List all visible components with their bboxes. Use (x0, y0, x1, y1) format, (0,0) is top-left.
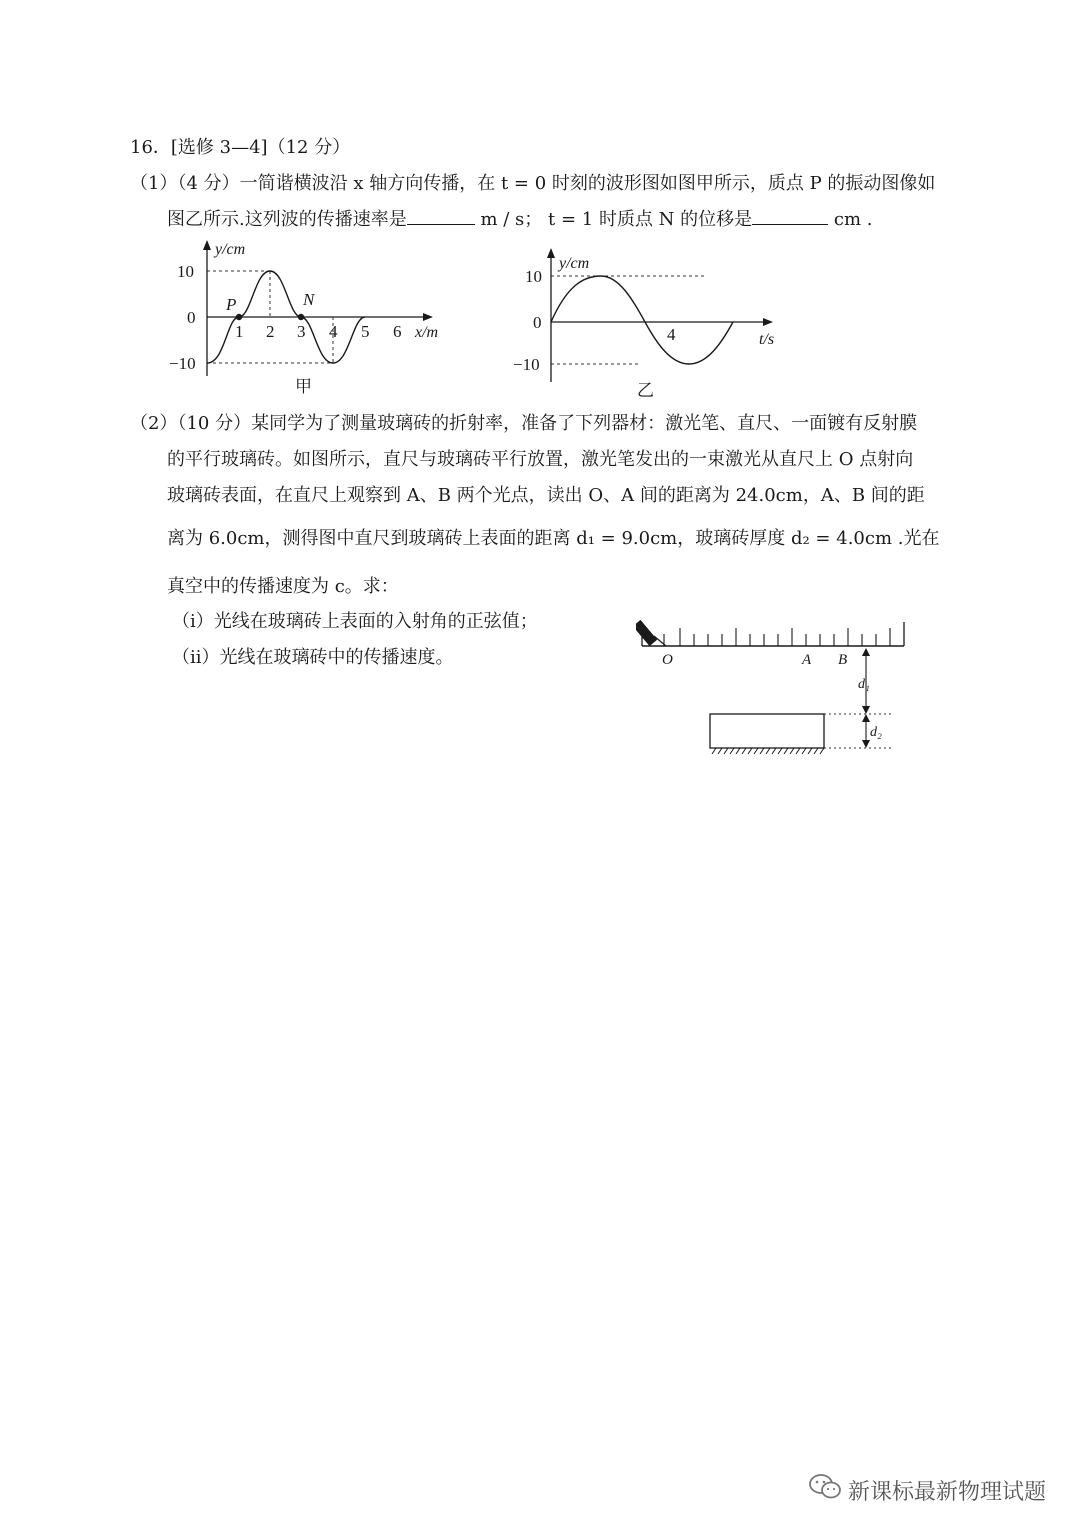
jia-x-label: x/m (415, 324, 439, 341)
vibration-curve-stroke (551, 276, 725, 364)
part2-line4: 离为 6.0cm，测得图中直尺到玻璃砖上表面的距离 d₁ = 9.0cm，玻璃砖厚度 d₂ = 4.0cm .光在 (167, 528, 940, 549)
vibration-visible (551, 276, 725, 364)
vibration-curve (551, 276, 641, 322)
part1-line2 (167, 206, 873, 232)
watermark (808, 1473, 1046, 1507)
vibration-curve-render (551, 276, 751, 364)
figure-jia-waveform (165, 236, 455, 396)
part1-line2-d: cm . (833, 209, 873, 230)
vibration-final (551, 276, 711, 364)
part2-line1: （2）（10 分）某同学为了测量玻璃砖的折射率，准备了下列器材：激光笔、直尺、一面镀有反射膜 (130, 413, 918, 434)
yi-y-tick-neg10: −10 (513, 355, 540, 374)
jia-x-tick-1: 1 (235, 322, 244, 341)
part1-line2-a: 图乙所示.这列波的传播速率是 (167, 209, 407, 230)
part2-line3: 玻璃砖表面，在直尺上观察到 A、B 两个光点，读出 O、A 间的距离为 24.0cm，A、B 间的距 (167, 485, 925, 506)
yi-caption: 乙 (637, 381, 654, 400)
vibration-curve-visible (551, 276, 735, 364)
vibration-wave-shape (551, 276, 641, 322)
question-header: 16．[选修 3—4]（12 分） (130, 137, 351, 158)
vibration-curve-solid (551, 276, 733, 364)
jia-x-tick-2: 2 (266, 322, 275, 341)
yi-x-tick-4: 4 (667, 325, 676, 344)
jia-x-tick-5: 5 (361, 322, 370, 341)
jia-caption: 甲 (295, 377, 312, 396)
vibration-shown-curve (551, 276, 728, 364)
laser-pen (636, 620, 657, 646)
part1-line1: （1）（4 分）一简谐横波沿 x 轴方向传播，在 t = 0 时刻的波形图如图甲所示，质点 P 的振动图像如 (130, 173, 936, 194)
figure-ruler-glass (636, 610, 916, 760)
jia-x-tick-3: 3 (297, 322, 306, 341)
vibration-graph-line (551, 276, 732, 364)
jia-y-tick-10: 10 (177, 262, 194, 281)
label-o: O (662, 652, 673, 668)
point-n-label: N (303, 290, 315, 309)
vibration-curve-tail (551, 276, 601, 322)
point-p-marker (236, 314, 242, 320)
wechat-icon (808, 1473, 842, 1507)
vibration-line (551, 276, 739, 364)
yi-y-label: y/cm (559, 255, 590, 272)
yi-y-tick-0: 0 (533, 313, 542, 332)
vibration-wave (551, 276, 707, 364)
vib-line (551, 276, 773, 364)
vibration-shape (551, 276, 775, 364)
point-n-marker (298, 314, 304, 320)
part1-line2-c: t = 1 时质点 N 的位移是 (548, 209, 753, 230)
vibration-displayed (551, 276, 769, 364)
vib-curve-final (505, 240, 744, 364)
part2-subquestion-2: （ii）光线在玻璃砖中的传播速度。 (172, 647, 454, 668)
vibration-plot (551, 276, 751, 364)
jia-y-tick-neg10: −10 (169, 354, 196, 373)
label-d2: d₂ (870, 725, 882, 740)
label-a: A (802, 652, 812, 668)
vibration-curve-extend (733, 276, 741, 322)
vibration-curve-shown (551, 276, 740, 364)
vibration-curve-one (551, 276, 773, 364)
jia-x-tick-4: 4 (329, 322, 338, 341)
vibration-curve-main (551, 276, 623, 322)
vibration-curve-drawn (551, 276, 761, 364)
vibration-trace (551, 276, 767, 364)
watermark-text: 新课标最新物理试题 (847, 1479, 1046, 1505)
jia-x-tick-6: 6 (393, 322, 402, 341)
answer-blank-speed (407, 206, 475, 225)
yi-x-label: t/s (759, 331, 775, 348)
label-d1: d₁ (858, 677, 870, 692)
part2-line2: 的平行玻璃砖。如图所示，直尺与玻璃砖平行放置，激光笔发出的一束激光从直尺上 O 点射向 (167, 449, 914, 470)
part1-line2-b: m / s； (480, 209, 543, 230)
label-b: B (838, 652, 848, 668)
part2-subquestion-1: （i）光线在玻璃砖上表面的入射角的正弦值； (172, 611, 538, 632)
vibration-waveform (551, 276, 773, 364)
vibration-curve-path (551, 276, 775, 364)
vibration-sine (551, 276, 755, 364)
yi-y-tick-10: 10 (525, 267, 542, 286)
answer-blank-displacement (752, 206, 828, 225)
point-p-label: P (226, 295, 237, 314)
vibration-curve-drawn-final (551, 276, 729, 364)
glass-brick (710, 714, 824, 748)
reflective-film (710, 748, 824, 754)
jia-y-tick-0: 0 (187, 308, 196, 327)
part2-line5: 真空中的传播速度为 c。求： (167, 576, 399, 597)
figure-yi-vibration (505, 240, 795, 400)
vibration-curve-primary (551, 276, 721, 364)
vibration-curve-real (551, 276, 733, 364)
vibration-oscillation (551, 276, 739, 364)
vibration-sinusoid (551, 276, 734, 364)
jia-y-label: y/cm (215, 241, 246, 258)
